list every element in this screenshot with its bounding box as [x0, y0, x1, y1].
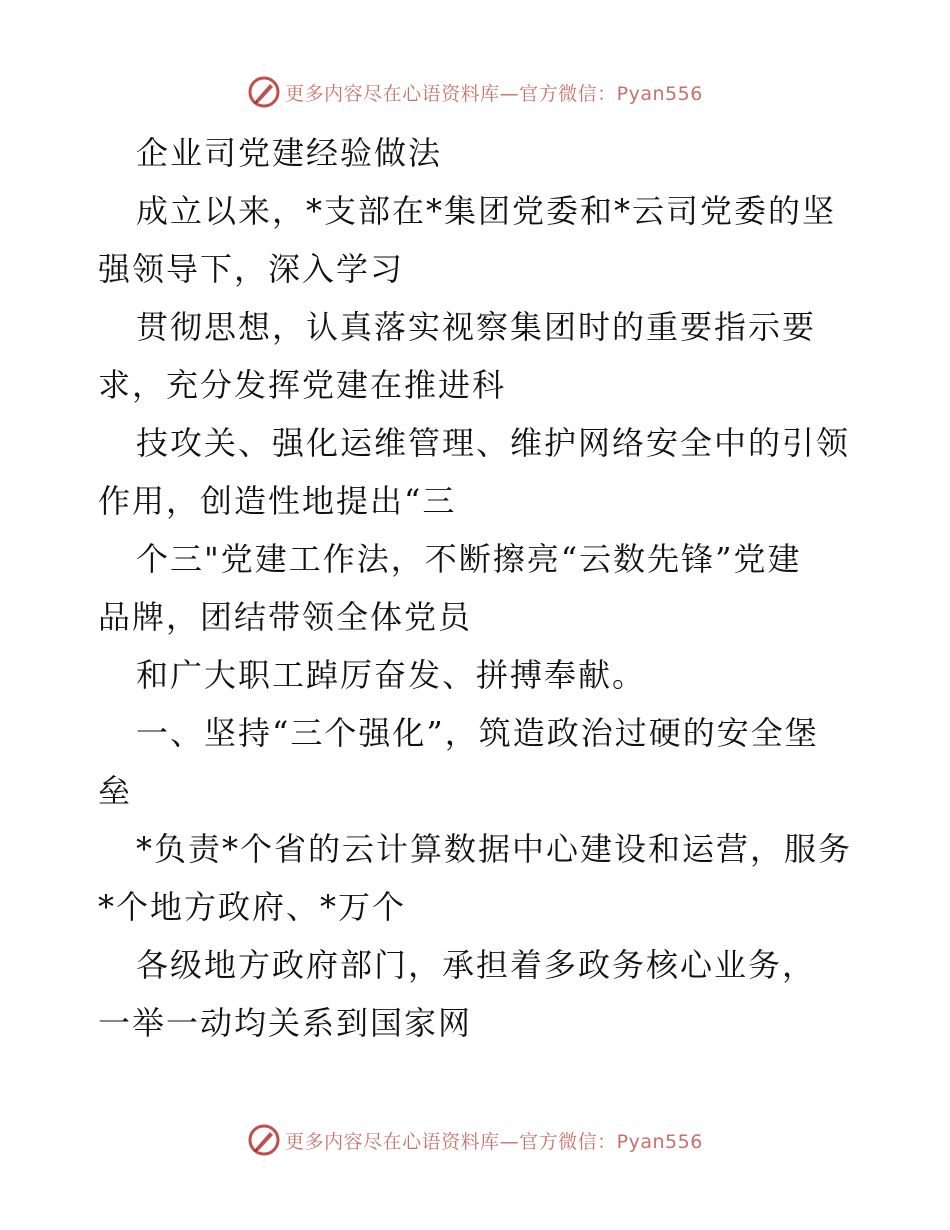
text-line: 垒: [98, 772, 133, 810]
text-line: 各级地方政府部门，承担着多政务核心业务，: [136, 946, 817, 984]
watermark-text: 更多内容尽在心语资料库—官方微信：Pyan556: [285, 1130, 703, 1153]
text-line: *负责*个省的云计算数据中心建设和运营，服务: [136, 830, 853, 868]
text-line: 一、坚持“三个强化”，筑造政治过硬的安全堡: [136, 714, 819, 752]
text-line: 个三"党建工作法，不断擦亮“云数先锋”党建: [136, 540, 802, 578]
watermark-text: 更多内容尽在心语资料库—官方微信：Pyan556: [285, 82, 703, 105]
text-line: 技攻关、强化运维管理、维护网络安全中的引领: [136, 424, 851, 462]
text-line: 求，充分发挥党建在推进科: [98, 366, 507, 404]
pen-logo-icon: [247, 75, 281, 109]
text-line: 强领导下，深入学习: [98, 250, 405, 288]
text-line: 一举一动均关系到国家网: [98, 1004, 473, 1042]
pen-logo-icon: [247, 1123, 281, 1157]
text-line: 作用，创造性地提出“三: [98, 482, 457, 520]
document-body: [98, 124, 858, 1052]
text-line: 和广大职工踔厉奋发、拼搏奉献。: [136, 656, 647, 694]
text-line: 贯彻思想，认真落实视察集团时的重要指示要: [136, 308, 817, 346]
text-line: 品牌，团结带领全体党员: [98, 598, 473, 636]
header-watermark: [0, 72, 950, 112]
footer-watermark: [0, 1120, 950, 1160]
text-line: 成立以来，*支部在*集团党委和*云司党委的坚: [136, 192, 837, 230]
text-line: 企业司党建经验做法: [136, 134, 443, 172]
text-line: *个地方政府、*万个: [98, 888, 407, 926]
